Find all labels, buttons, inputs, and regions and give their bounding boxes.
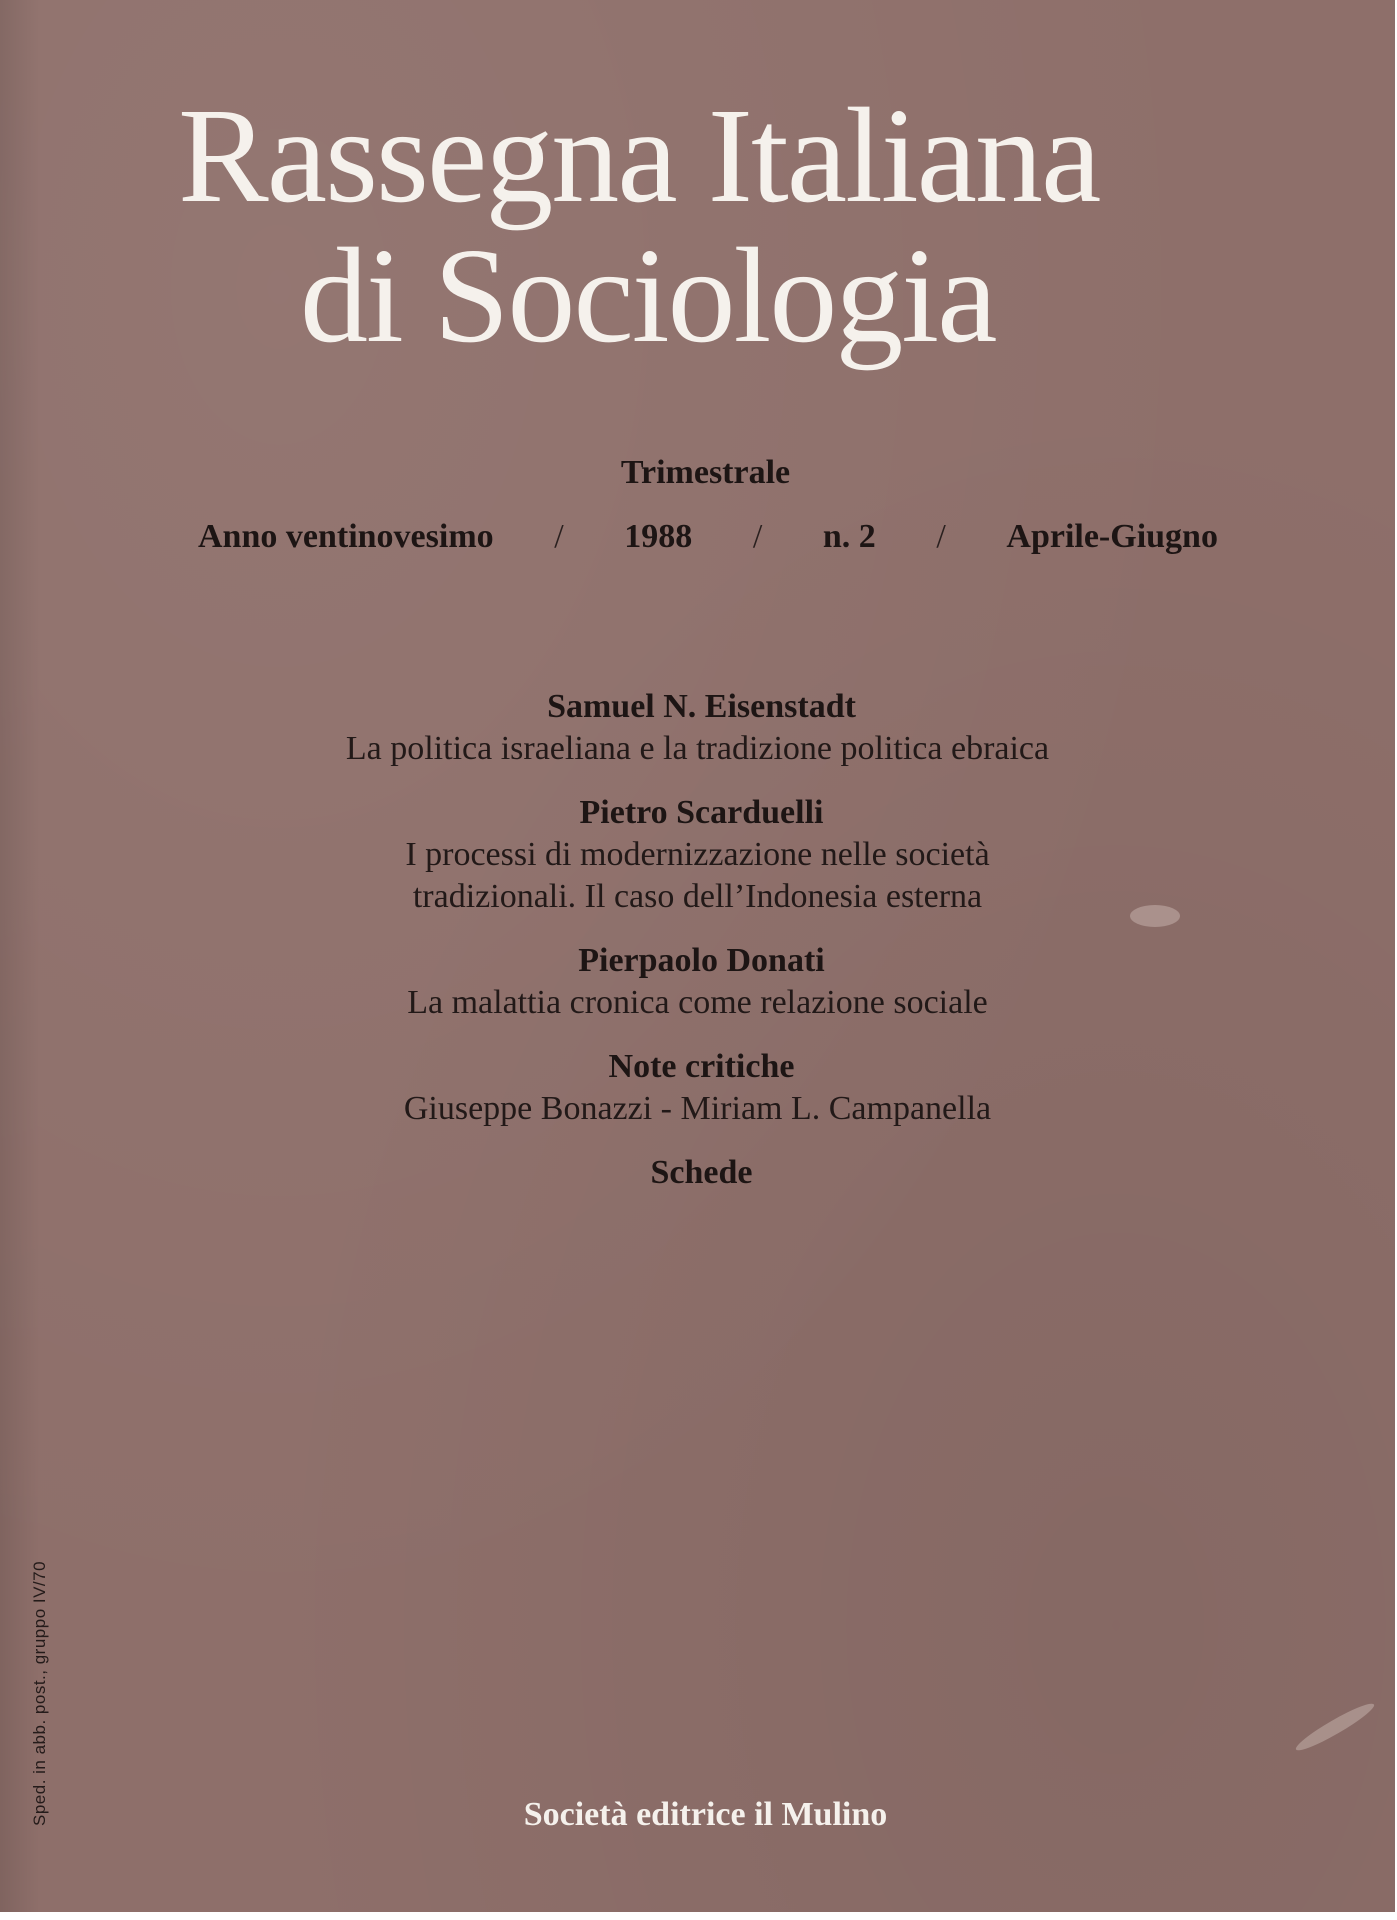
toc-title-line: La malattia cronica come relazione sociale xyxy=(407,984,988,1021)
toc-entry xyxy=(0,1152,1395,1194)
toc-article-title xyxy=(0,1088,1395,1130)
issue-number: n. 2 xyxy=(822,518,876,555)
toc-title-line: La politica israeliana e la tradizione politica ebraica xyxy=(345,730,1050,767)
toc-article-title xyxy=(0,834,1395,918)
toc-article-title xyxy=(0,728,1395,770)
journal-title-line-1: Rassegna Italiana xyxy=(178,81,1100,231)
toc-title-line: tradizionali. Il caso dell’Indonesia esterna xyxy=(412,878,983,915)
toc-title-line: I processi di modernizzazione nelle società xyxy=(405,836,990,873)
toc-title-line: Giuseppe Bonazzi - Miriam L. Campanella xyxy=(403,1090,992,1127)
issue-separator: / xyxy=(936,518,946,555)
toc-entry xyxy=(0,940,1395,1024)
issue-year-label: Anno ventinovesimo xyxy=(198,518,494,555)
toc-entry xyxy=(0,792,1395,918)
toc-section-heading: Note critiche xyxy=(608,1048,795,1085)
toc-author: Pietro Scarduelli xyxy=(579,794,824,831)
toc-author: Samuel N. Eisenstadt xyxy=(547,688,856,725)
journal-title-line-2: di Sociologia xyxy=(300,221,996,371)
issue-separator: / xyxy=(752,518,763,555)
toc-section-heading: Schede xyxy=(650,1154,753,1191)
table-of-contents xyxy=(0,686,1395,1216)
issue-separator: / xyxy=(554,518,564,555)
periodicity-label: Trimestrale xyxy=(620,454,791,491)
postal-note: Sped. in abb. post., gruppo IV/70 xyxy=(30,1560,49,1826)
toc-entry xyxy=(0,1046,1395,1130)
issue-year: 1988 xyxy=(624,518,693,555)
cover-wear-mark xyxy=(1293,1698,1378,1755)
publisher-name: Società editrice il Mulino xyxy=(523,1796,888,1833)
issue-info xyxy=(198,518,1218,556)
toc-entry xyxy=(0,686,1395,770)
toc-author: Pierpaolo Donati xyxy=(578,942,825,979)
issue-months: Aprile-Giugno xyxy=(1006,518,1218,555)
toc-article-title xyxy=(0,982,1395,1024)
